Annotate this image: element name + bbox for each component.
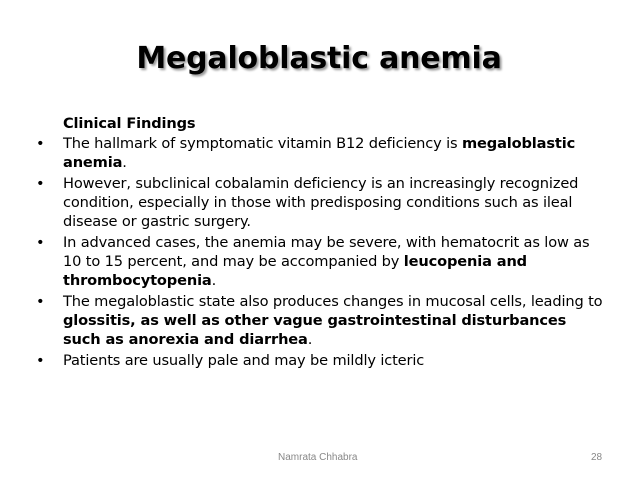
bullet-text-end: . — [211, 272, 217, 289]
bullet-item — [36, 233, 606, 290]
page-number: 28 — [591, 452, 603, 463]
bullet-icon: • — [36, 352, 45, 369]
bullet-text: Patients are usually pale and may be mildly icteric — [63, 352, 425, 369]
footer-author: Namrata Chhabra — [278, 452, 358, 463]
bullet-emphasis: glossitis, as well as other vague gastrointestinal disturbances such as anorexia and diarrhea — [63, 312, 567, 348]
bullet-text: However, subclinical cobalamin deficiency is an increasingly recognized condition, especially in those with predisposing conditions such as ileal disease or gastric surgery. — [63, 175, 579, 230]
slide-body — [36, 114, 606, 372]
bullet-icon: • — [36, 135, 45, 152]
bullet-item — [36, 292, 606, 349]
bullet-item — [36, 134, 606, 172]
bullet-text-end: . — [307, 331, 313, 348]
bullet-emphasis: megaloblastic anemia — [63, 135, 576, 171]
bullet-icon: • — [36, 175, 45, 192]
bullet-text: In advanced cases, the anemia may be severe, with hematocrit as low as 10 to 15 percent, and may be accompanied by — [63, 234, 590, 270]
bullet-emphasis: leucopenia and thrombocytopenia — [63, 253, 527, 289]
slide-title: Megaloblastic anemia — [136, 41, 502, 76]
bullet-icon: • — [36, 293, 45, 310]
bullet-text-end: . — [122, 154, 127, 171]
bullet-item — [36, 174, 606, 231]
subheading: Clinical Findings — [63, 115, 196, 132]
bullet-text: The hallmark of symptomatic vitamin B12 deficiency is — [63, 135, 462, 152]
bullet-item — [36, 351, 606, 370]
bullet-icon: • — [36, 234, 45, 251]
bullet-text: The megaloblastic state also produces changes in mucosal cells, leading to — [63, 293, 603, 310]
